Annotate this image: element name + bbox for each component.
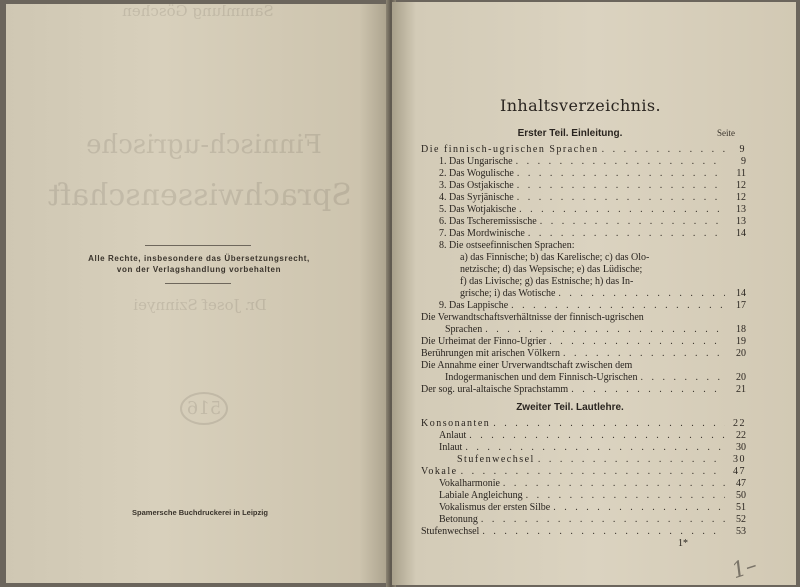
toc-entry: a) das Finnische; b) das Karelische; c) das Olo- <box>460 252 650 263</box>
printer-imprint: Spamersche Buchdruckerei in Leipzig <box>132 508 268 517</box>
toc-title: Inhaltsverzeichnis. <box>500 96 661 115</box>
toc-entry: 2. Das Wogulische . . . 11 <box>439 168 746 180</box>
toc-entry: Sprachen . . . 18 <box>445 324 746 336</box>
toc-entry: netzische; d) das Wepsische; e) das Lüdische; <box>460 264 643 275</box>
toc-entry: Labiale Angleichung . . . 50 <box>439 490 746 502</box>
toc-entry: Konsonanten . . . 22 <box>421 418 746 430</box>
signature-mark: 1* <box>678 538 688 549</box>
toc-entry: Inlaut . . . 30 <box>439 442 746 454</box>
left-page <box>6 4 390 583</box>
toc-entry: 6. Das Tscheremissische . . . 13 <box>439 216 746 228</box>
toc-entry: 4. Das Syrjänische . . . 12 <box>439 192 746 204</box>
toc-entry: Die Verwandtschaftsverhältnisse der finnisch-ugrischen <box>421 312 644 323</box>
toc-entry: 9. Das Lappische . . . 17 <box>439 300 746 312</box>
page-column-label: Seite <box>717 128 735 138</box>
toc-entry: Vokale . . . 47 <box>421 466 746 478</box>
toc-entry: Anlaut . . . 22 <box>439 430 746 442</box>
toc-entry: Berührungen mit arischen Völkern . . . 20 <box>421 348 746 360</box>
toc-entry: Vokalharmonie . . . 47 <box>439 478 746 490</box>
rights-rule-bottom <box>165 283 231 284</box>
rights-notice-line1: Alle Rechte, insbesondere das Übersetzungsrecht, <box>88 254 310 263</box>
rights-notice <box>40 253 358 275</box>
toc-entry: Die finnisch-ugrischen Sprachen . . . 9 <box>421 144 746 156</box>
toc-entry: Die Urheimat der Finno-Ugrier . . . 19 <box>421 336 746 348</box>
ghost-author: Dr. Josef Szinnyei <box>133 296 267 314</box>
ghost-series: Sammlung Göschen <box>122 2 274 20</box>
rights-rule-top <box>145 245 251 246</box>
toc-entry: Betonung . . . 52 <box>439 514 746 526</box>
toc-entry: Indogermanischen und dem Finnisch-Ugrischen . . . 20 <box>445 372 746 384</box>
toc-entry: Die Annahme einer Urverwandtschaft zwischen dem <box>421 360 633 371</box>
part1-heading: Erster Teil. Einleitung. <box>517 128 623 139</box>
toc-entry: f) das Livische; g) das Estnische; h) das In- <box>460 276 634 287</box>
toc-entry: Stufenwechsel . . . 53 <box>421 526 746 538</box>
ghost-number: 516 <box>180 392 228 425</box>
ghost-title-line2: Sprachwissenschaft <box>48 178 352 213</box>
rights-notice-line2: von der Verlagshandlung vorbehalten <box>116 265 282 274</box>
toc-entry: Stufenwechsel . . . 30 <box>457 454 746 466</box>
pencil-note: 1– <box>728 552 761 585</box>
part2-heading: Zweiter Teil. Lautlehre. <box>516 402 624 413</box>
toc-entry: 3. Das Ostjakische . . . 12 <box>439 180 746 192</box>
toc-entry: 5. Das Wotjakische . . . 13 <box>439 204 746 216</box>
toc-entry: 1. Das Ungarische . . . 9 <box>439 156 746 168</box>
toc-entry: 7. Das Mordwinische . . . 14 <box>439 228 746 240</box>
toc-entry: grische; i) das Wotische . . . 14 <box>460 288 746 300</box>
toc-entry: Der sog. ural-altaische Sprachstamm . . . 21 <box>421 384 746 396</box>
ghost-title-line1: Finnisch-ugrische <box>86 130 322 160</box>
toc-entry: 8. Die ostseefinnischen Sprachen: <box>439 240 575 251</box>
toc-entry: Vokalismus der ersten Silbe . . . 51 <box>439 502 746 514</box>
